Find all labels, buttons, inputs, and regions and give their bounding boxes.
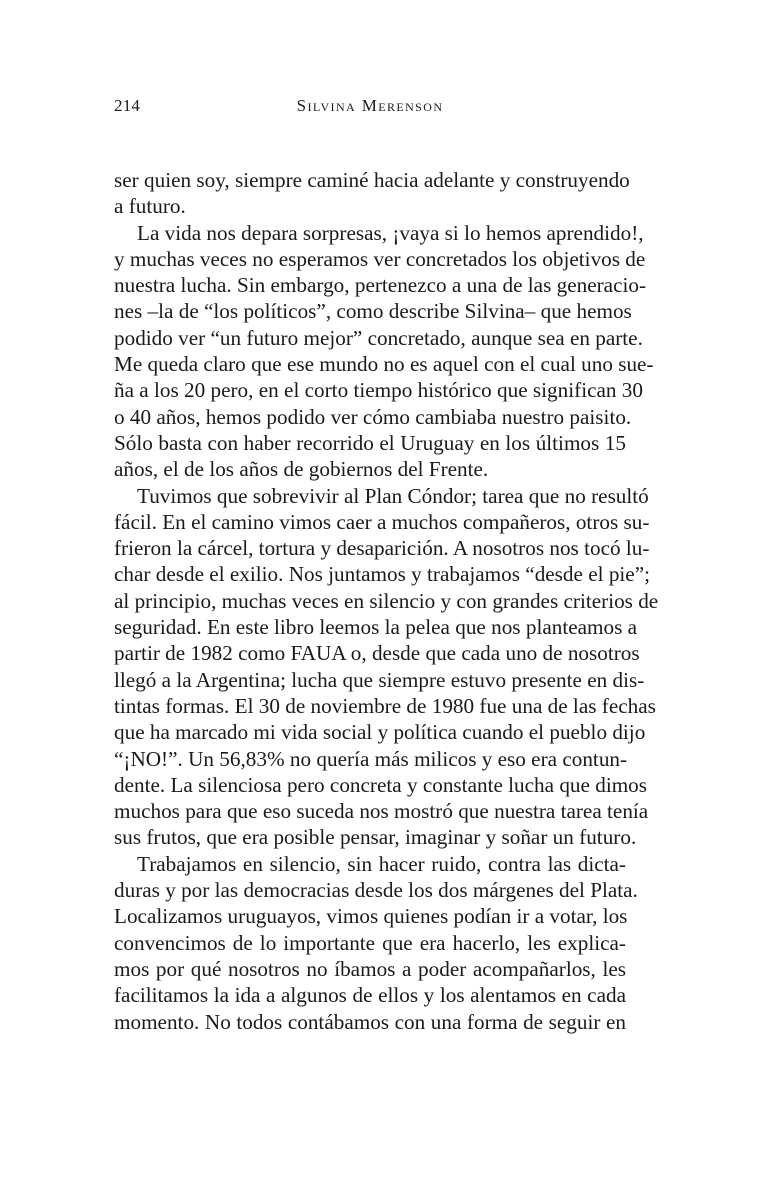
text-line: frieron la cárcel, tortura y desaparición. A nosotros nos tocó lu- [114,536,650,561]
text-line: Tuvimos que sobrevivir al Plan Cóndor; tarea que no resultó [137,483,649,508]
text-line: momento. No todos contábamos con una forma de seguir en [114,1009,626,1034]
text-line: Me queda claro que ese mundo no es aquel con el cual uno sue- [114,352,654,377]
text-line: Trabajamos en silencio, sin hacer ruido, contra las dicta- [137,851,626,876]
text-line: seguridad. En este libro leemos la pelea que nos planteamos a [114,615,638,640]
text-line: Sólo basta con haber recorrido el Uruguay en los últimos 15 [114,430,626,455]
paragraph [114,167,630,220]
text-line: llegó a la Argentina; lucha que siempre estuvo presente en dis- [114,667,645,692]
text-line: nes –la de “los políticos”, como describe Silvina– que hemos [114,299,632,324]
text-line: char desde el exilio. Nos juntamos y trabajamos “desde el pie”; [114,562,650,587]
text-line: que ha marcado mi vida social y política cuando el pueblo dijo [114,720,646,745]
paragraph [114,220,654,483]
running-header [114,96,626,124]
text-line: mos por qué nosotros no íbamos a poder acompañarlos, les [114,956,626,981]
text-line: “¡NO!”. Un 56,83% no quería más milicos y eso era contun- [114,746,628,771]
text-line: podido ver “un futuro mejor” concretado, aunque sea en parte. [114,325,643,350]
text-line: La vida nos depara sorpresas, ¡vaya si lo hemos aprendido!, [137,220,644,245]
text-line: a futuro. [114,194,186,219]
text-line: nuestra lucha. Sin embargo, pertenezco a una de las generacio- [114,273,647,298]
text-line: ña a los 20 pero, en el corto tiempo histórico que significan 30 [114,378,643,403]
paragraph [114,483,659,851]
text-line: partir de 1982 como FAUA o, desde que cada uno de nosotros [114,641,640,666]
running-title: Silvina Merenson [296,96,444,115]
text-line: Localizamos uruguayos, vimos quienes podían ir a votar, los [114,904,628,929]
text-line: al principio, muchas veces en silencio y con grandes criterios de [114,588,659,613]
text-line: tintas formas. El 30 de noviembre de 1980 fue una de las fechas [114,693,656,718]
text-line: años, el de los años de gobiernos del Frente. [114,457,489,482]
text-line: duras y por las democracias desde los dos márgenes del Plata. [114,878,638,903]
body-text [114,167,659,1035]
text-line: facilitamos la ida a algunos de ellos y los alentamos en cada [114,983,626,1008]
text-line: convencimos de lo importante que era hacerlo, les explica- [114,930,626,955]
text-line: sus frutos, que era posible pensar, imaginar y soñar un futuro. [114,825,637,850]
paragraph [114,851,638,1035]
page-number: 214 [114,96,141,115]
text-line: o 40 años, hemos podido ver cómo cambiaba nuestro paisito. [114,404,632,429]
text-line: muchos para que eso suceda nos mostró que nuestra tarea tenía [114,799,649,824]
text-line: fácil. En el camino vimos caer a muchos compañeros, otros su- [114,509,650,534]
text-line: dente. La silenciosa pero concreta y constante lucha que dimos [114,772,648,797]
text-line: ser quien soy, siempre caminé hacia adelante y construyendo [114,168,630,192]
text-line: y muchas veces no esperamos ver concretados los objetivos de [114,246,646,271]
